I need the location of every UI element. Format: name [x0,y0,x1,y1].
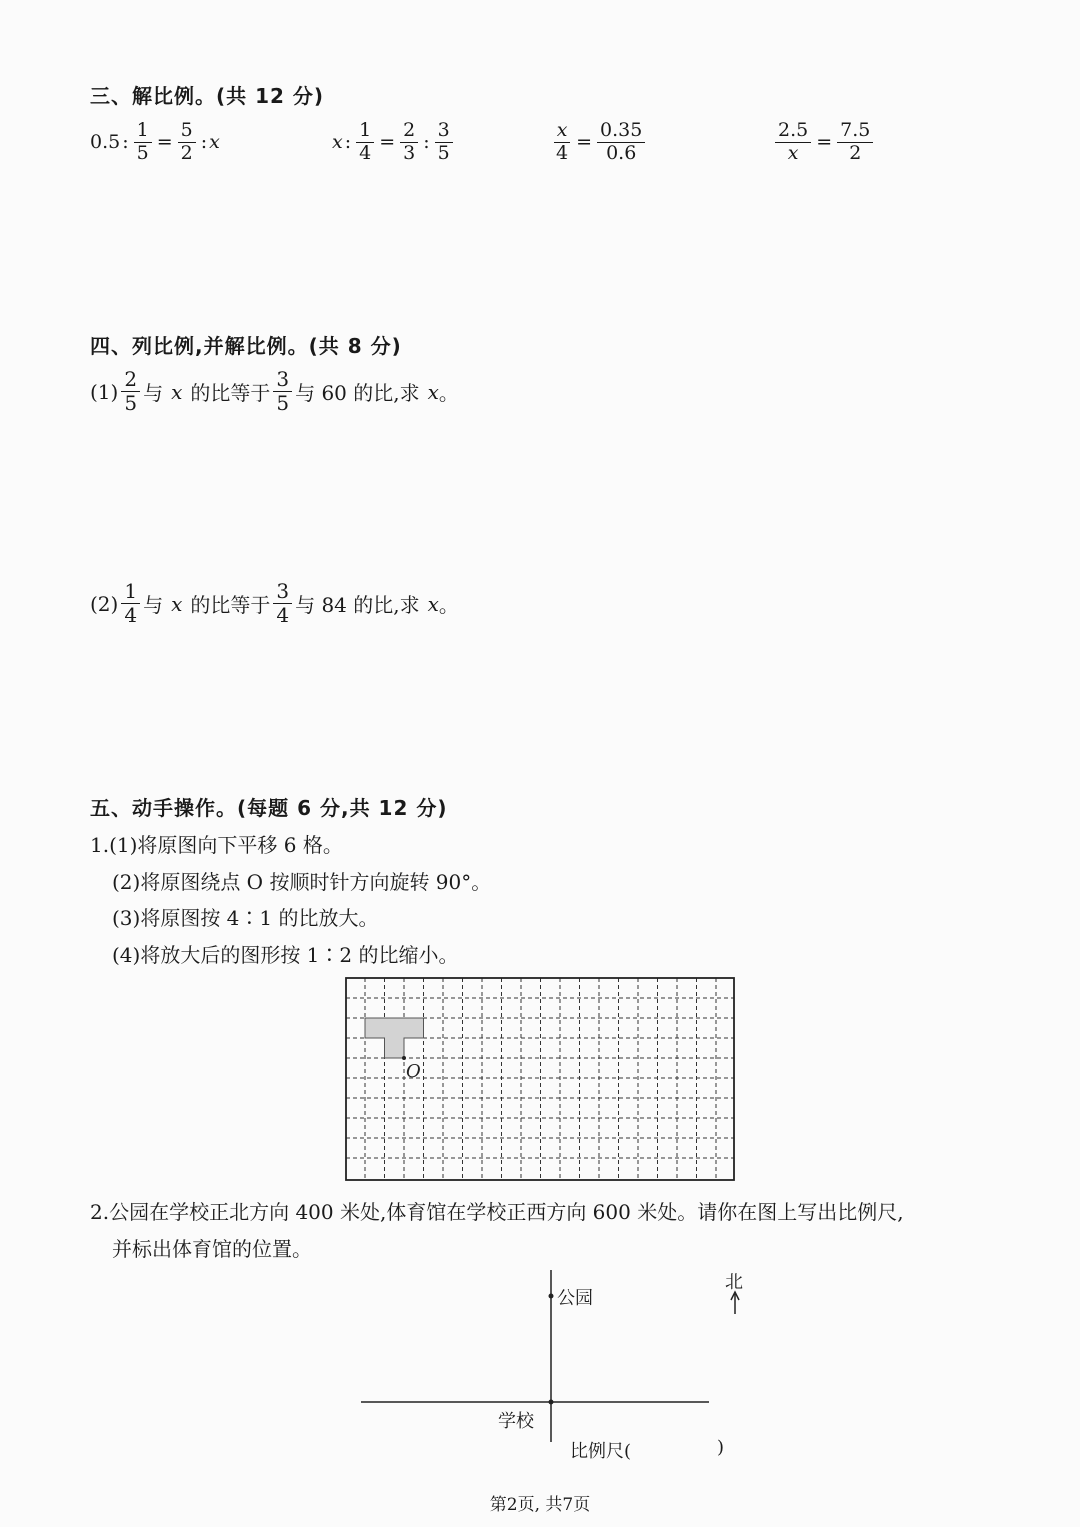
question-text: 与 84 的比,求 [295,593,420,617]
numerator: 0.35 [597,120,645,143]
denominator: 5 [276,391,290,415]
proportion-eq-4 [772,120,876,165]
denominator: x [787,141,799,164]
denominator: 0.6 [606,141,637,164]
question-text: 。 [438,381,459,405]
eq2-fraction-2 [400,120,418,165]
numerator: 2 [400,120,418,143]
eq3-fraction-2 [597,120,645,165]
grid-lines [346,978,734,1180]
numerator: 5 [178,120,196,143]
numerator: 7.5 [837,120,873,143]
denominator: 5 [136,141,149,164]
equals-sign: = [576,131,593,154]
section4-title: 四、列比例,并解比例。(共 8 分) [90,334,402,358]
eq1-colon: : [200,131,208,154]
question-text: 与 [143,593,164,617]
denominator: 3 [403,141,416,164]
numerator: 1 [134,120,152,143]
question-number: (1) [90,379,119,404]
question-text: 的比等于 [190,381,271,405]
numerator: x [554,120,571,143]
question-text: 的比等于 [190,593,271,617]
fraction [273,368,292,415]
point-o-label: O [406,1061,421,1082]
denominator: 4 [556,141,569,164]
equals-sign: = [816,131,833,154]
variable-x: x [332,131,343,154]
school-label: 学校 [498,1411,534,1432]
eq1-fraction-2 [178,120,196,165]
variable-x: x [171,591,183,616]
question-text: 。 [438,593,459,617]
eq4-fraction-1 [775,120,811,165]
eq2-fraction-1 [356,120,374,165]
denominator: 5 [437,141,450,164]
section5-title: 五、动手操作。(每题 6 分,共 12 分) [90,796,448,820]
original-shape [365,1018,424,1058]
eq1-term: 0.5 [90,131,121,154]
map-figure [355,1262,755,1462]
eq1-colon: : [122,131,129,154]
instruction-line-4: (4)将放大后的图形按 1∶2 的比缩小。 [112,943,459,967]
point-o [402,1056,406,1060]
question-4-2 [90,580,459,627]
question-number: (2) [90,591,119,616]
denominator: 2 [180,141,193,164]
question-4-1 [90,368,459,415]
eq2-colon: : [344,131,352,154]
variable-x: x [209,131,220,154]
numerator: 3 [273,580,292,604]
question-5-2-line-1: 2.公园在学校正北方向 400 米处,体育馆在学校正西方向 600 米处。请你在图上写出比例尺, [90,1200,904,1224]
scale-close: ) [717,1437,725,1458]
numerator: 3 [435,120,453,143]
equals-sign: = [379,131,396,154]
numerator: 1 [121,580,140,604]
park-label: 公园 [557,1288,593,1309]
eq2-colon: : [423,131,430,154]
fraction [273,580,292,627]
eq4-fraction-2 [837,120,873,165]
park-point [549,1294,554,1299]
numerator: 2 [121,368,140,392]
page-footer: 第2页, 共7页 [489,1495,591,1515]
proportion-eq-1 [90,120,220,165]
variable-x: x [171,379,183,404]
denominator: 4 [124,603,138,627]
eq3-fraction-1 [553,120,571,165]
instruction-line-1: 1.(1)将原图向下平移 6 格。 [90,833,343,857]
numerator: 3 [273,368,292,392]
north-label: 北 [725,1272,743,1293]
section3-title: 三、解比例。(共 12 分) [90,84,325,108]
equals-sign: = [156,131,173,154]
denominator: 4 [276,603,290,627]
variable-x: x [427,379,439,404]
variable-x: x [427,591,439,616]
denominator: 5 [124,391,138,415]
scale-label: 比例尺( [570,1441,632,1462]
question-text: 与 [143,381,164,405]
grid-figure [340,970,740,1186]
fraction [121,368,140,415]
instruction-line-2: (2)将原图绕点 O 按顺时针方向旋转 90°。 [112,870,492,894]
numerator: 1 [356,120,374,143]
school-point [549,1400,554,1405]
instruction-line-3: (3)将原图按 4∶1 的比放大。 [112,906,379,930]
proportion-eq-3 [550,120,648,165]
proportion-eq-2 [332,120,456,165]
denominator: 4 [359,141,372,164]
question-5-2-line-2: 并标出体育馆的位置。 [112,1237,312,1261]
question-text: 与 60 的比,求 [295,381,420,405]
fraction [121,580,140,627]
denominator: 2 [849,141,862,164]
numerator: 2.5 [775,120,811,143]
eq2-fraction-3 [435,120,453,165]
eq1-fraction-1 [134,120,152,165]
